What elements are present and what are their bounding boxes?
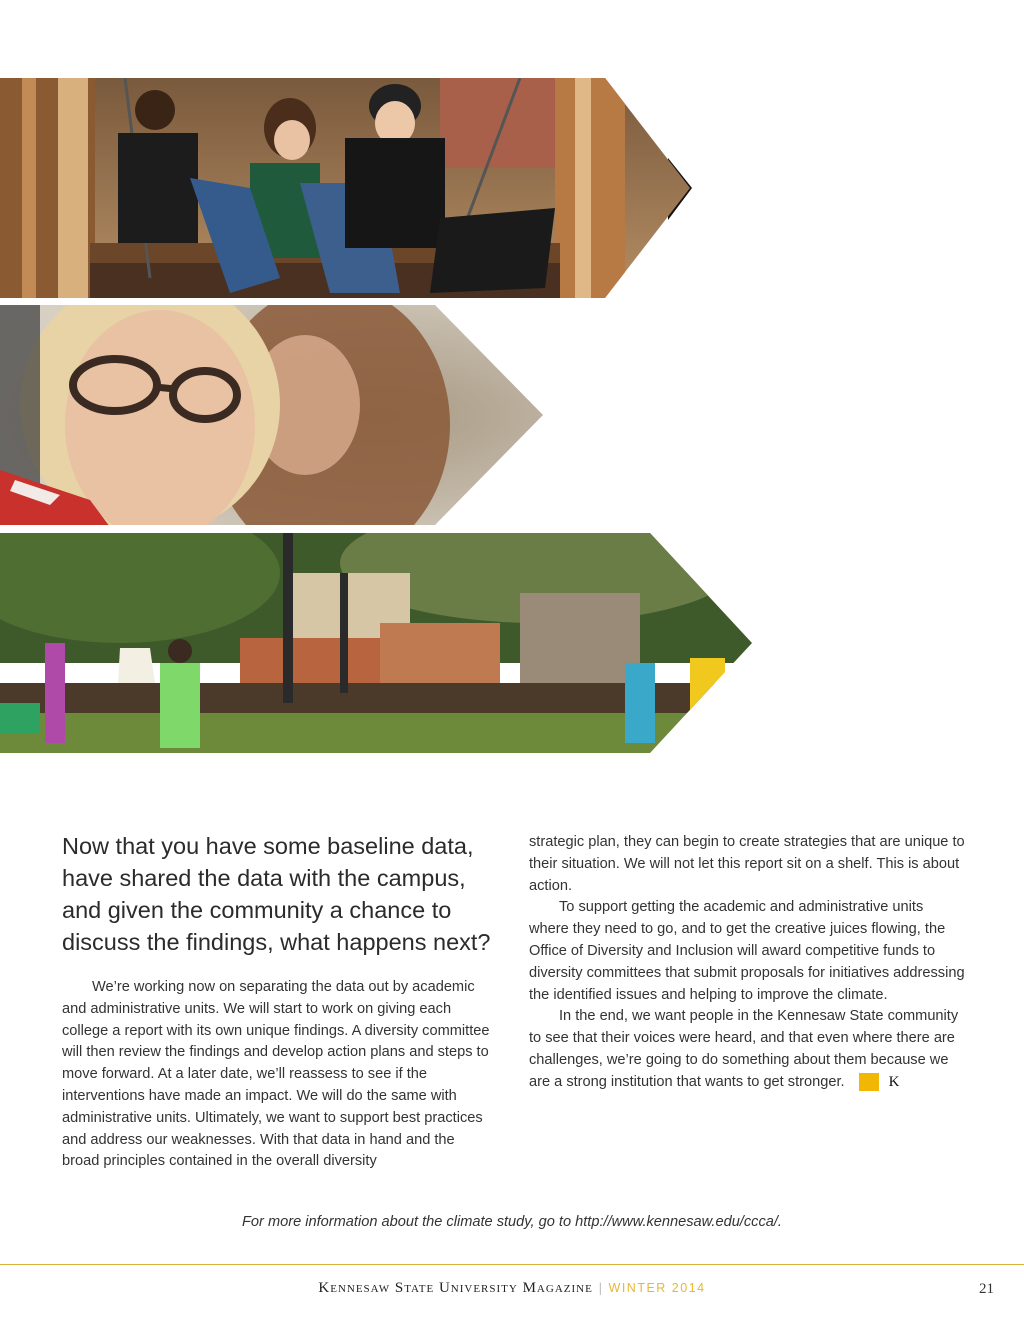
page-number: 21 xyxy=(979,1281,994,1297)
body-paragraph-last xyxy=(529,1006,965,1093)
photo-campus-green xyxy=(0,533,755,755)
photo-students-swing xyxy=(0,78,695,300)
page-footer xyxy=(0,1280,1024,1297)
article-headline: Now that you have some baseline data, have shared the data with the campus, and given the community a chance to discuss the findings, what happens next? xyxy=(62,833,491,955)
footer-separator: | xyxy=(598,1280,603,1295)
body-paragraph: We’re working now on separating the data out by academic and administrative units. We will start to work on giving each college a report with its own unique findings. A diversity committee will then review the findings and develop action plans and steps to move forward. At a later date, we’ll reassess to see if the interventions have made an impact. We will do the same with administrative units. Ultimately, we want to support best practices and address our weaknesses. With that data in hand and the broad principles contained in the overall diversity xyxy=(62,979,490,1170)
body-paragraph: To support getting the academic and administrative units where they need to go, and to get the creative juices flowing, the Office of Diversity and Inclusion will award competitive funds to diversity committees that submit proposals for initiatives addressing the identified issues and helping to improve the climate. xyxy=(529,899,965,1003)
body-paragraph-text: In the end, we want people in the Kennesaw State community to see that their voices were heard, and that even where there are challenges, we’re going to do something about them because we are a strong institution that wants to get stronger. xyxy=(529,1008,959,1090)
article-column-right xyxy=(529,832,965,1094)
footer-rule xyxy=(0,1264,1024,1265)
body-paragraph: strategic plan, they can begin to create strategies that are unique to their situation. We will not let this report sit on a shelf. This is about action. xyxy=(529,834,965,894)
article-column-left xyxy=(62,977,494,1173)
end-mark-icon: K xyxy=(859,1073,879,1091)
issue-date: WINTER 2014 xyxy=(608,1281,706,1295)
more-info-note: For more information about the climate study, go to http://www.kennesaw.edu/ccca/. xyxy=(242,1214,782,1230)
publication-title: Kennesaw State University Magazine xyxy=(318,1280,593,1296)
photo-student-closeup xyxy=(0,305,545,527)
